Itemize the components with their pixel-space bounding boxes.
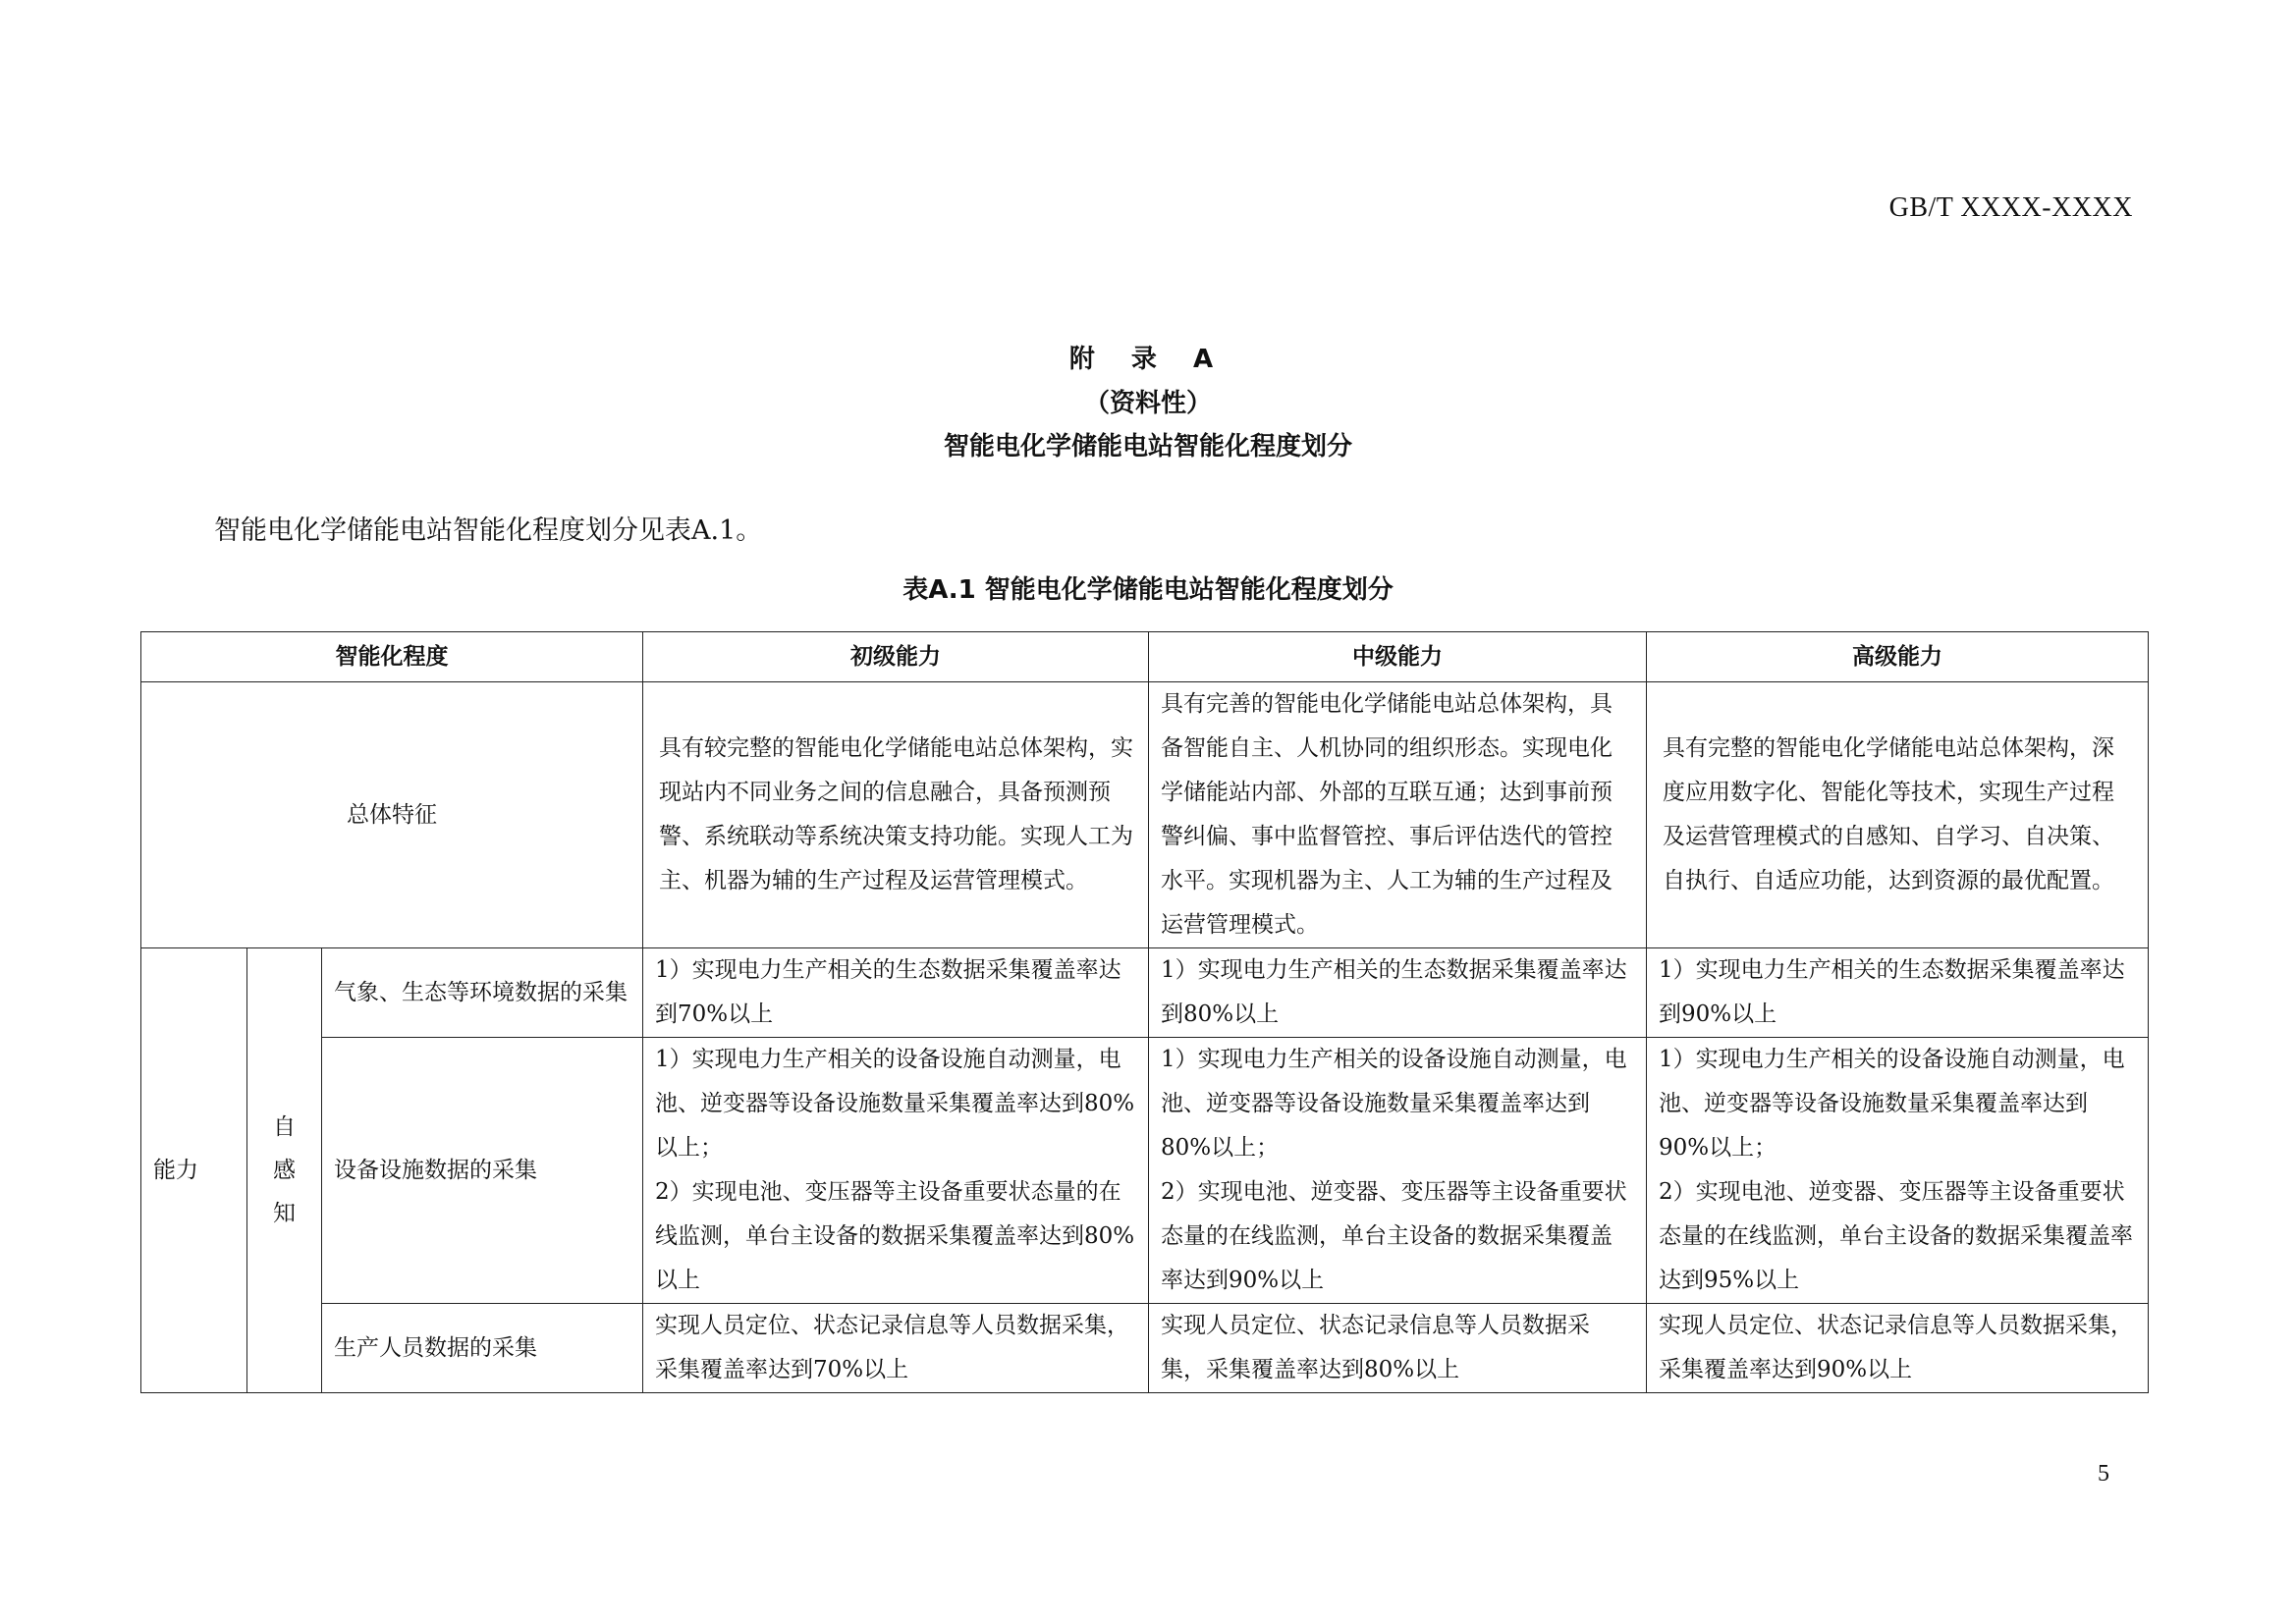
page-number: 5 — [2098, 1461, 2109, 1487]
document-code: GB/T XXXX-XXXX — [1888, 192, 2133, 223]
table-header-row — [141, 632, 2149, 682]
header-intelligence-level: 智能化程度 — [141, 632, 643, 682]
overall-advanced: 具有完整的智能电化学储能电站总体架构，深度应用数字化、智能化等技术，实现生产过程及运营管理模式的自感知、自学习、自决策、自执行、自适应功能，达到资源的最优配置。 — [1647, 682, 2149, 948]
appendix-name: 智能电化学储能电站智能化程度划分 — [943, 432, 1352, 461]
row-item: 设备设施数据的采集 — [322, 1038, 643, 1304]
row-intermediate: 1）实现电力生产相关的生态数据采集覆盖率达到80%以上 — [1149, 948, 1647, 1038]
row-basic: 1）实现电力生产相关的生态数据采集覆盖率达到70%以上 — [643, 948, 1149, 1038]
row-item: 气象、生态等环境数据的采集 — [322, 948, 643, 1038]
appendix-title: 附 录 A — [1068, 345, 1228, 374]
overall-label: 总体特征 — [141, 682, 643, 948]
row-item: 生产人员数据的采集 — [322, 1304, 643, 1393]
row-basic: 实现人员定位、状态记录信息等人员数据采集，采集覆盖率达到70%以上 — [643, 1304, 1149, 1393]
intelligence-level-table — [140, 631, 2149, 1393]
table-row — [141, 1038, 2149, 1304]
row-advanced: 1）实现电力生产相关的生态数据采集覆盖率达到90%以上 — [1647, 948, 2149, 1038]
overall-intermediate: 具有完善的智能电化学储能电站总体架构，具备智能自主、人机协同的组织形态。实现电化学储能站内部、外部的互联互通；达到事前预警纠偏、事中监督管控、事后评估迭代的管控水平。实现机器为主、人工为辅的生产过程及运营管理模式。 — [1149, 682, 1647, 948]
group-label: 能力 — [141, 948, 247, 1393]
header-intermediate: 中级能力 — [1149, 632, 1647, 682]
row-basic: 1）实现电力生产相关的设备设施自动测量，电池、逆变器等设备设施数量采集覆盖率达到80%以上； 2）实现电池、变压器等主设备重要状态量的在线监测，单台主设备的数据采集覆盖率达到80%以上 — [643, 1038, 1149, 1304]
table-caption: 表A.1 智能电化学储能电站智能化程度划分 — [902, 575, 1394, 605]
table-row — [141, 1304, 2149, 1393]
appendix-nature: （资料性） — [1083, 389, 1212, 418]
header-advanced: 高级能力 — [1647, 632, 2149, 682]
row-advanced: 1）实现电力生产相关的设备设施自动测量，电池、逆变器等设备设施数量采集覆盖率达到90%以上； 2）实现电池、逆变器、变压器等主设备重要状态量的在线监测，单台主设备的数据采集覆盖率达到95%以上 — [1647, 1038, 2149, 1304]
row-intermediate: 实现人员定位、状态记录信息等人员数据采集，采集覆盖率达到80%以上 — [1149, 1304, 1647, 1393]
header-basic: 初级能力 — [643, 632, 1149, 682]
intro-paragraph: 智能电化学储能电站智能化程度划分见表A.1。 — [214, 515, 763, 546]
row-intermediate: 1）实现电力生产相关的设备设施自动测量，电池、逆变器等设备设施数量采集覆盖率达到80%以上； 2）实现电池、逆变器、变压器等主设备重要状态量的在线监测，单台主设备的数据采集覆盖率达到90%以上 — [1149, 1038, 1647, 1304]
table-row-overall — [141, 682, 2149, 948]
table-row — [141, 948, 2149, 1038]
row-advanced: 实现人员定位、状态记录信息等人员数据采集，采集覆盖率达到90%以上 — [1647, 1304, 2149, 1393]
overall-basic: 具有较完整的智能电化学储能电站总体架构，实现站内不同业务之间的信息融合，具备预测预警、系统联动等系统决策支持功能。实现人工为主、机器为辅的生产过程及运营管理模式。 — [643, 682, 1149, 948]
subgroup-label: 自感知 — [247, 948, 322, 1393]
